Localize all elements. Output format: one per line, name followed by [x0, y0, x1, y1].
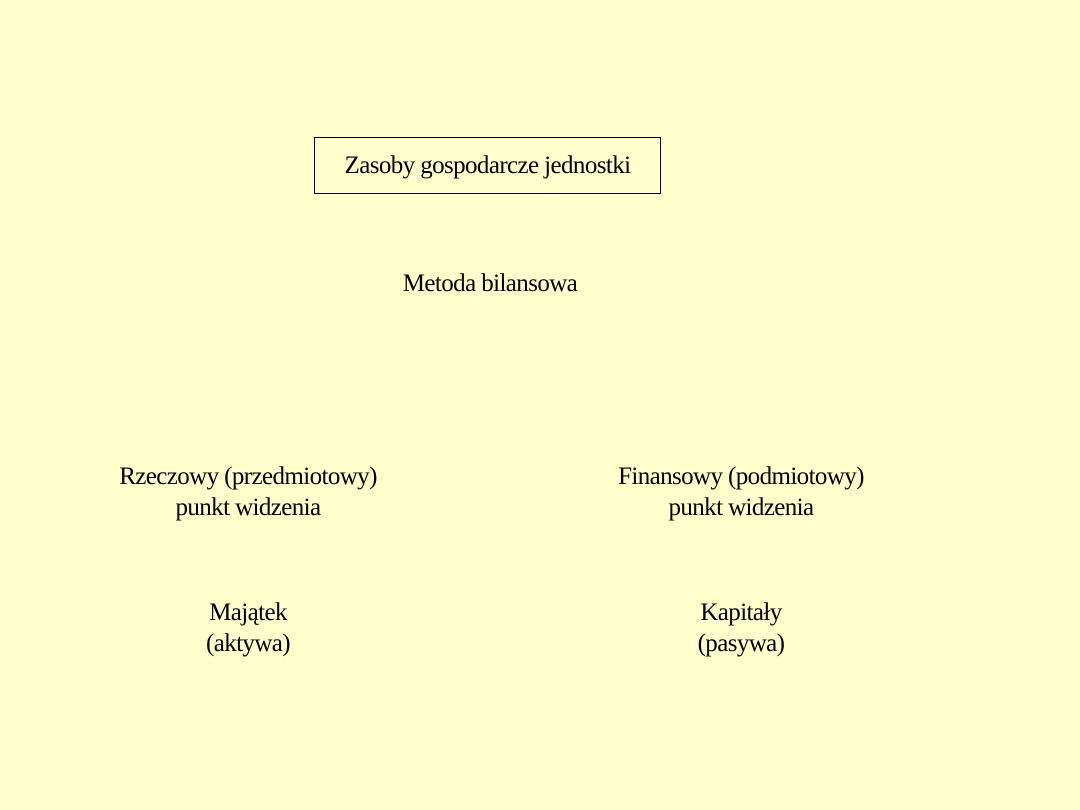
root-node-box [314, 137, 661, 194]
right-view-line1: Finansowy (podmiotowy) [618, 463, 864, 490]
method-label: Metoda bilansowa [402, 270, 578, 297]
root-node-label: Zasoby gospodarcze jednostki [344, 151, 631, 179]
assets-line2: (aktywa) [205, 630, 291, 657]
capital-node [591, 597, 891, 659]
left-view-node [48, 461, 448, 523]
right-view-line2: punkt widzenia [668, 494, 814, 521]
left-view-line2: punkt widzenia [175, 494, 321, 521]
capital-line2: (pasywa) [697, 630, 785, 657]
right-view-node [541, 461, 941, 523]
assets-line1: Majątek [209, 599, 287, 626]
capital-line1: Kapitały [700, 599, 782, 626]
assets-node [98, 597, 398, 659]
left-view-line1: Rzeczowy (przedmiotowy) [119, 463, 377, 490]
